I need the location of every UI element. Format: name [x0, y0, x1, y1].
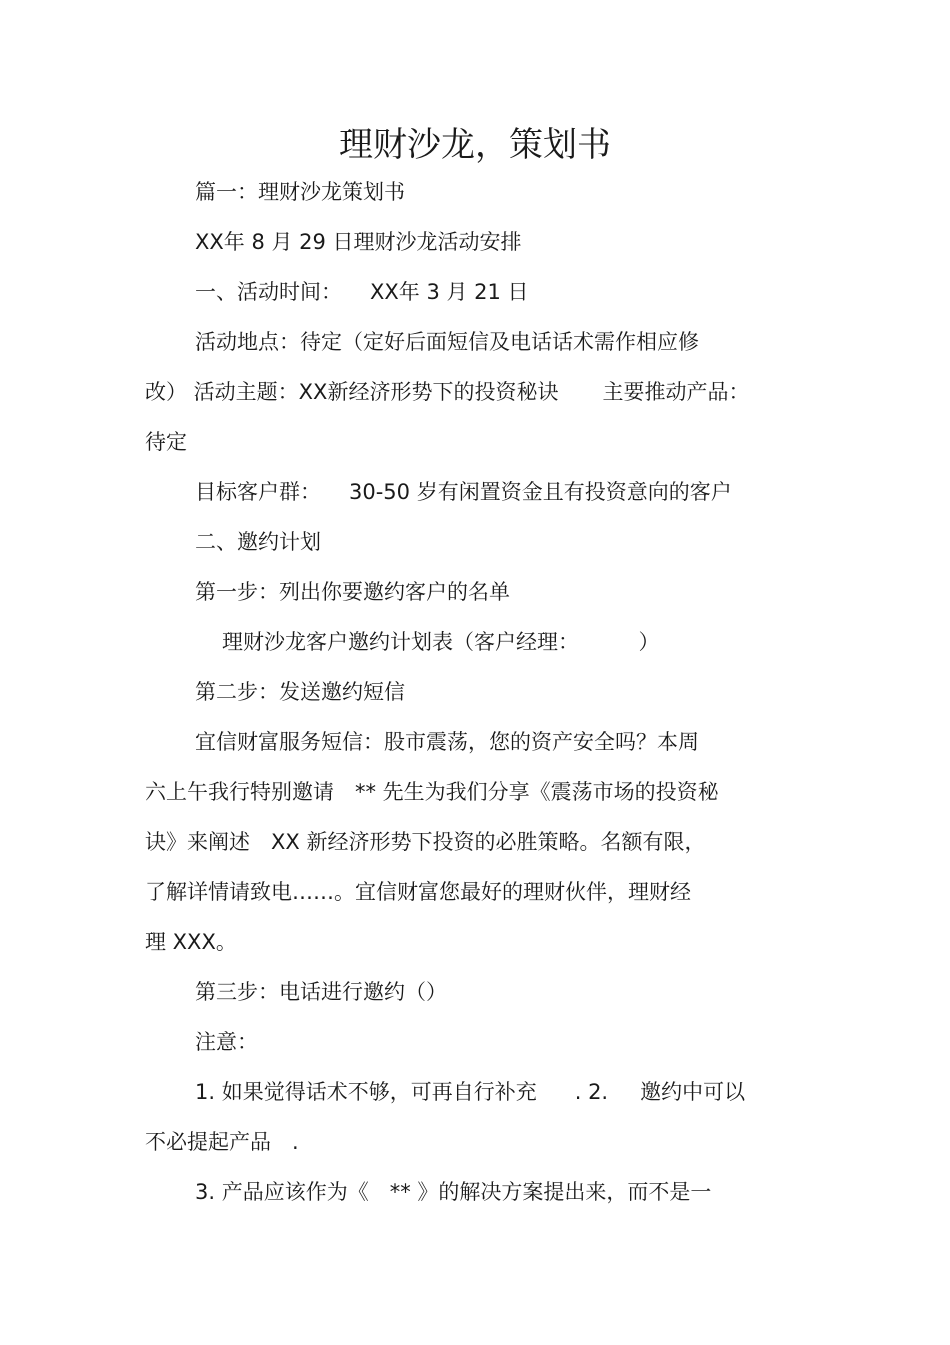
event-location-line: 活动地点：待定（定好后面短信及电话话术需作相应修 — [195, 330, 699, 354]
step-three-line: 第三步：电话进行邀约（） — [195, 980, 447, 1004]
note-line-1 — [195, 1077, 745, 1107]
invitation-table-close: ） — [638, 630, 660, 654]
step-one-line: 第一步：列出你要邀约客户的名单 — [195, 580, 510, 604]
event-time-line — [195, 277, 529, 307]
document-title: 理财沙龙，策划书 — [339, 125, 611, 165]
sms-paragraph-line-2: 六上午我行特别邀请 ** 先生为我们分享《震荡市场的投资秘 — [145, 780, 719, 804]
note-line-2: 不必提起产品 . — [145, 1130, 299, 1154]
main-product-label: 主要推动产品： — [602, 380, 750, 404]
note-line-3: 3. 产品应该作为《 ** 》的解决方案提出来，而不是一 — [195, 1180, 712, 1204]
target-customer-label: 目标客户群： — [195, 480, 321, 504]
target-customer-value: 30-50 岁有闲置资金且有投资意向的客户 — [349, 480, 732, 504]
event-theme-text: 改） 活动主题：XX新经济形势下的投资秘诀 — [145, 380, 559, 404]
event-arrangement-line: XX年 8 月 29 日理财沙龙活动安排 — [195, 230, 522, 254]
sms-paragraph-line-1: 宜信财富服务短信：股市震荡，您的资产安全吗？本周 — [195, 730, 699, 754]
note-1-text: 1. 如果觉得话术不够，可再自行补充 — [195, 1080, 537, 1104]
main-product-value: 待定 — [145, 430, 187, 454]
note-2-text: 邀约中可以 — [640, 1080, 746, 1104]
section-heading: 篇一：理财沙龙策划书 — [195, 180, 405, 204]
sms-paragraph-line-3: 诀》来阐述 XX 新经济形势下投资的必胜策略。名额有限， — [145, 830, 706, 854]
invitation-table-label: 理财沙龙客户邀约计划表（客户经理： — [222, 630, 569, 654]
sms-paragraph-line-4: 了解详情请致电……。宜信财富您最好的理财伙伴，理财经 — [145, 880, 691, 904]
invitation-plan-heading: 二、邀约计划 — [195, 530, 321, 554]
event-theme-line — [145, 377, 749, 407]
invitation-table-caption — [222, 627, 660, 657]
sms-paragraph-line-5: 理 XXX。 — [145, 930, 237, 954]
target-customer-line — [195, 477, 732, 507]
event-time-label: 一、活动时间： — [195, 280, 342, 304]
step-two-line: 第二步：发送邀约短信 — [195, 680, 405, 704]
notes-heading: 注意： — [195, 1030, 258, 1054]
note-2-number: . 2. — [574, 1080, 609, 1104]
event-time-value: XX年 3 月 21 日 — [370, 280, 529, 304]
